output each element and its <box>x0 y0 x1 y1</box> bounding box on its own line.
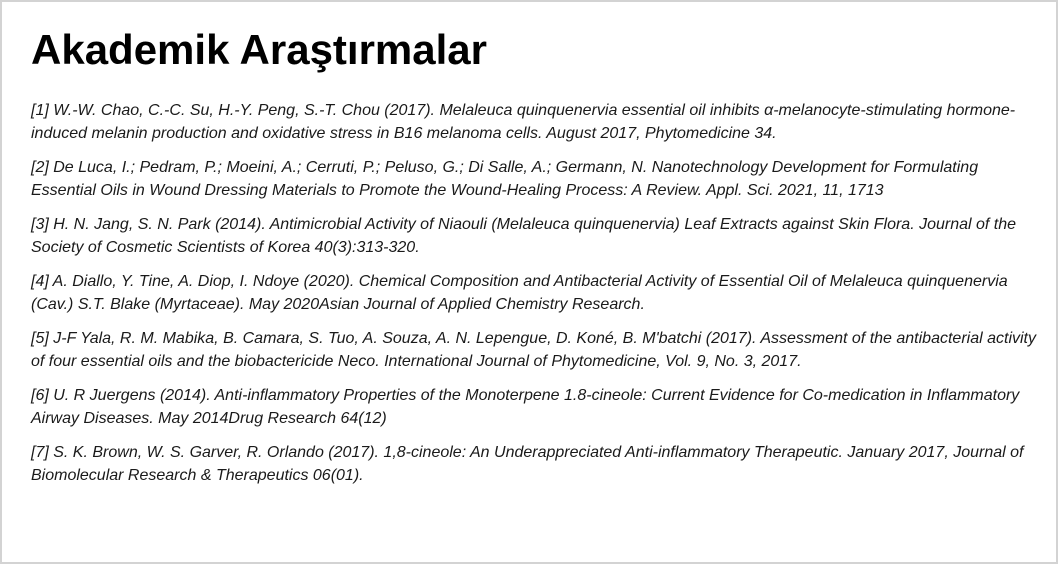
page-title: Akademik Araştırmalar <box>31 26 488 73</box>
reference-list <box>31 99 1041 498</box>
reference-item-7: [7] S. K. Brown, W. S. Garver, R. Orlando (2017). 1,8-cineole: An Underappreciated Anti-inflammatory Therapeutic. January 2017, Journal of Biomolecular Research & Therapeutics 06(01). <box>31 444 1024 484</box>
reference-item-3: [3] H. N. Jang, S. N. Park (2014). Antimicrobial Activity of Niaouli (Melaleuca quinquenervia) Leaf Extracts against Skin Flora. Journal of the Society of Cosmetic Scientists of Korea 40(3):313-320. <box>31 216 1017 256</box>
reference-item-1: [1] W.-W. Chao, C.-C. Su, H.-Y. Peng, S.-T. Chou (2017). Melaleuca quinquenervia essential oil inhibits α-melanocyte-stimulating hormone-induced melanin production and oxidative stress in B16 melanoma cells. August 2017, Phytomedicine 34. <box>31 102 1016 142</box>
reference-item-5: [5] J-F Yala, R. M. Mabika, B. Camara, S. Tuo, A. Souza, A. N. Lepengue, D. Koné, B. M'batchi (2017). Assessment of the antibacterial activity of four essential oils and the biobactericide Neco. International Journal of Phytomedicine, Vol. 9, No. 3, 2017. <box>31 330 1036 370</box>
reference-item-2: [2] De Luca, I.; Pedram, P.; Moeini, A.; Cerruti, P.; Peluso, G.; Di Salle, A.; Germann, N. Nanotechnology Development for Formulating Essential Oils in Wound Dressing Materials to Promote the Wound-Healing Process: A Review. Appl. Sci. 2021, 11, 1713 <box>31 159 979 199</box>
reference-item-6: [6] U. R Juergens (2014). Anti-inflammatory Properties of the Monoterpene 1.8-cineole: Current Evidence for Co-medication in Inflammatory Airway Diseases. May 2014Drug Research 64(12) <box>31 387 1020 427</box>
reference-item-4: [4] A. Diallo, Y. Tine, A. Diop, I. Ndoye (2020). Chemical Composition and Antibacterial Activity of Essential Oil of Melaleuca quinquenervia (Cav.) S.T. Blake (Myrtaceae). May 2020Asian Journal of Applied Chemistry Research. <box>31 273 1008 313</box>
